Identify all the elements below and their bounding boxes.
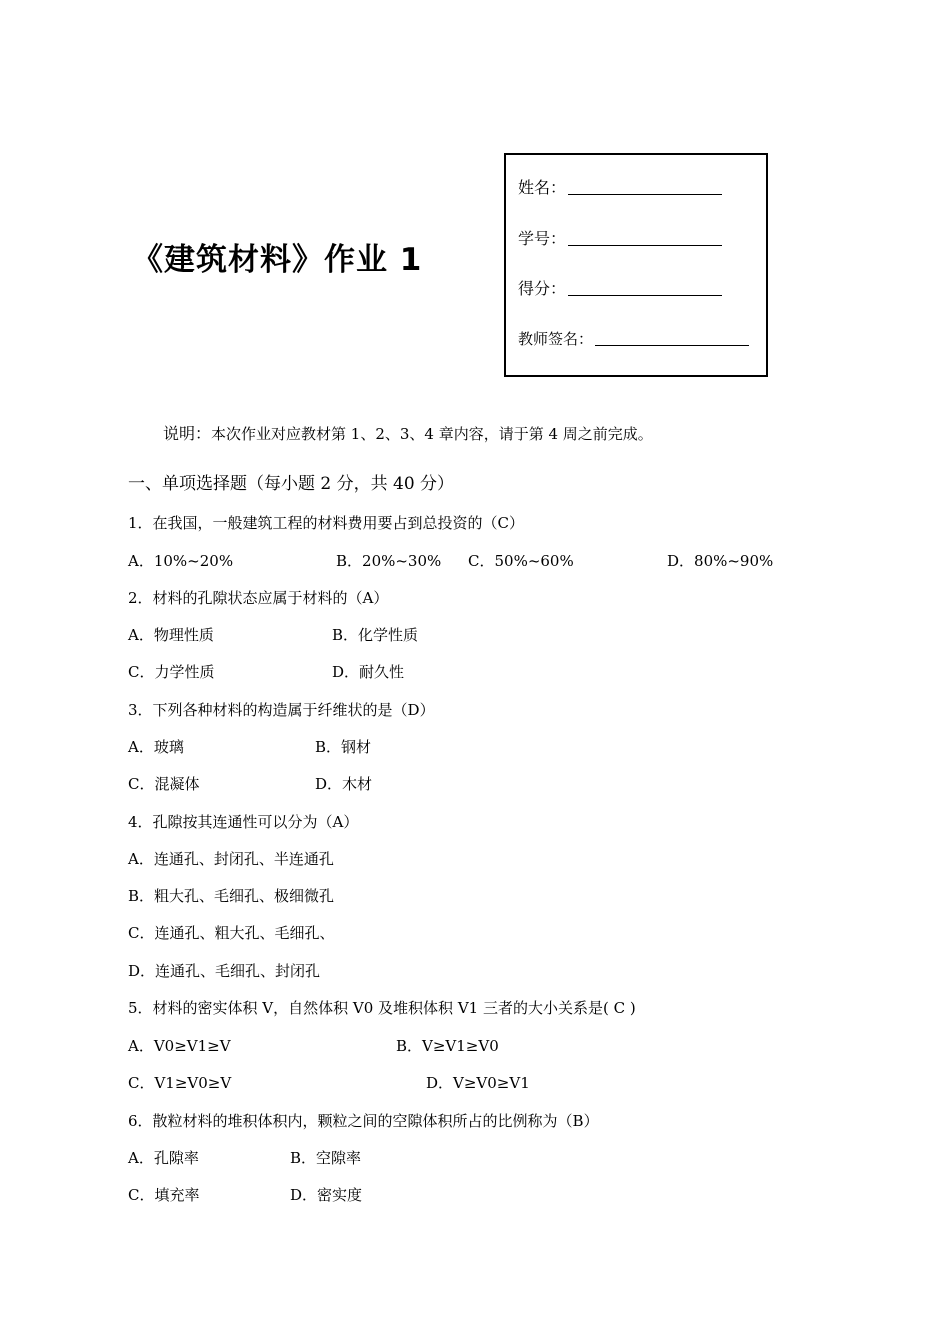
question-6-option-c: C．填充率 — [128, 1186, 200, 1204]
name-blank-line[interactable] — [568, 193, 722, 195]
question-2-option-c: C．力学性质 — [128, 663, 215, 681]
note-text: 本次作业对应教材第 1、2、3、4 章内容，请于第 4 周之前完成。 — [211, 425, 653, 443]
name-field — [518, 175, 722, 198]
question-4-option-b: B．粗大孔、毛细孔、极细微孔 — [128, 887, 335, 905]
question-5-stem: 5．材料的密实体积 V，自然体积 V0 及堆积体积 V1 三者的大小关系是( C ) — [128, 999, 636, 1017]
question-4-option-a: A．连通孔、封闭孔、半连通孔 — [128, 850, 334, 868]
question-6-option-a: A．孔隙率 — [128, 1149, 199, 1167]
student-id-blank-line[interactable] — [568, 244, 722, 246]
question-1-option-d: D．80%~90% — [667, 552, 774, 570]
question-3-stem: 3．下列各种材料的构造属于纤维状的是（D） — [128, 701, 435, 719]
instructions-note — [163, 421, 653, 444]
score-field — [518, 276, 722, 299]
name-label: 姓名： — [518, 178, 567, 197]
question-6-option-b: B．空隙率 — [290, 1149, 362, 1167]
question-5-option-b: B．V≥V1≥V0 — [396, 1037, 499, 1055]
question-2-option-d: D．耐久性 — [332, 663, 405, 681]
question-3-option-a: A．玻璃 — [128, 738, 184, 756]
teacher-signature-field — [518, 328, 749, 349]
question-1-stem: 1．在我国，一般建筑工程的材料费用要占到总投资的（C） — [128, 514, 525, 532]
question-3-option-c: C．混凝体 — [128, 775, 200, 793]
document-title: 《建筑材料》作业 1 — [132, 242, 423, 278]
question-4-option-c: C．连通孔、粗大孔、毛细孔、 — [128, 924, 335, 942]
question-5-option-c: C．V1≥V0≥V — [128, 1074, 232, 1092]
question-1-option-c: C．50%~60% — [468, 552, 574, 570]
student-id-field — [518, 226, 722, 249]
question-4-option-d: D．连通孔、毛细孔、封闭孔 — [128, 962, 321, 980]
question-3-option-b: B．钢材 — [315, 738, 372, 756]
student-info-box — [504, 153, 768, 377]
question-2-stem: 2．材料的孔隙状态应属于材料的（A） — [128, 589, 389, 607]
teacher-signature-blank-line[interactable] — [595, 344, 749, 346]
teacher-signature-label: 教师签名： — [518, 330, 594, 348]
question-6-option-d: D．密实度 — [290, 1186, 363, 1204]
section-heading: 一、单项选择题（每小题 2 分，共 40 分） — [128, 474, 455, 494]
question-4-stem: 4．孔隙按其连通性可以分为（A） — [128, 813, 359, 831]
note-label: 说明： — [163, 424, 212, 443]
question-2-option-a: A．物理性质 — [128, 626, 214, 644]
question-5-option-a: A．V0≥V1≥V — [128, 1037, 231, 1055]
question-3-option-d: D．木材 — [315, 775, 373, 793]
question-2-option-b: B．化学性质 — [332, 626, 419, 644]
score-blank-line[interactable] — [568, 294, 722, 296]
student-id-label: 学号： — [518, 229, 567, 248]
question-1-option-a: A．10%~20% — [128, 552, 234, 570]
question-6-stem: 6．散粒材料的堆积体积内，颗粒之间的空隙体积所占的比例称为（B） — [128, 1112, 599, 1130]
score-label: 得分： — [518, 279, 567, 298]
question-1-option-b: B．20%~30% — [336, 552, 442, 570]
question-5-option-d: D．V≥V0≥V1 — [426, 1074, 530, 1092]
